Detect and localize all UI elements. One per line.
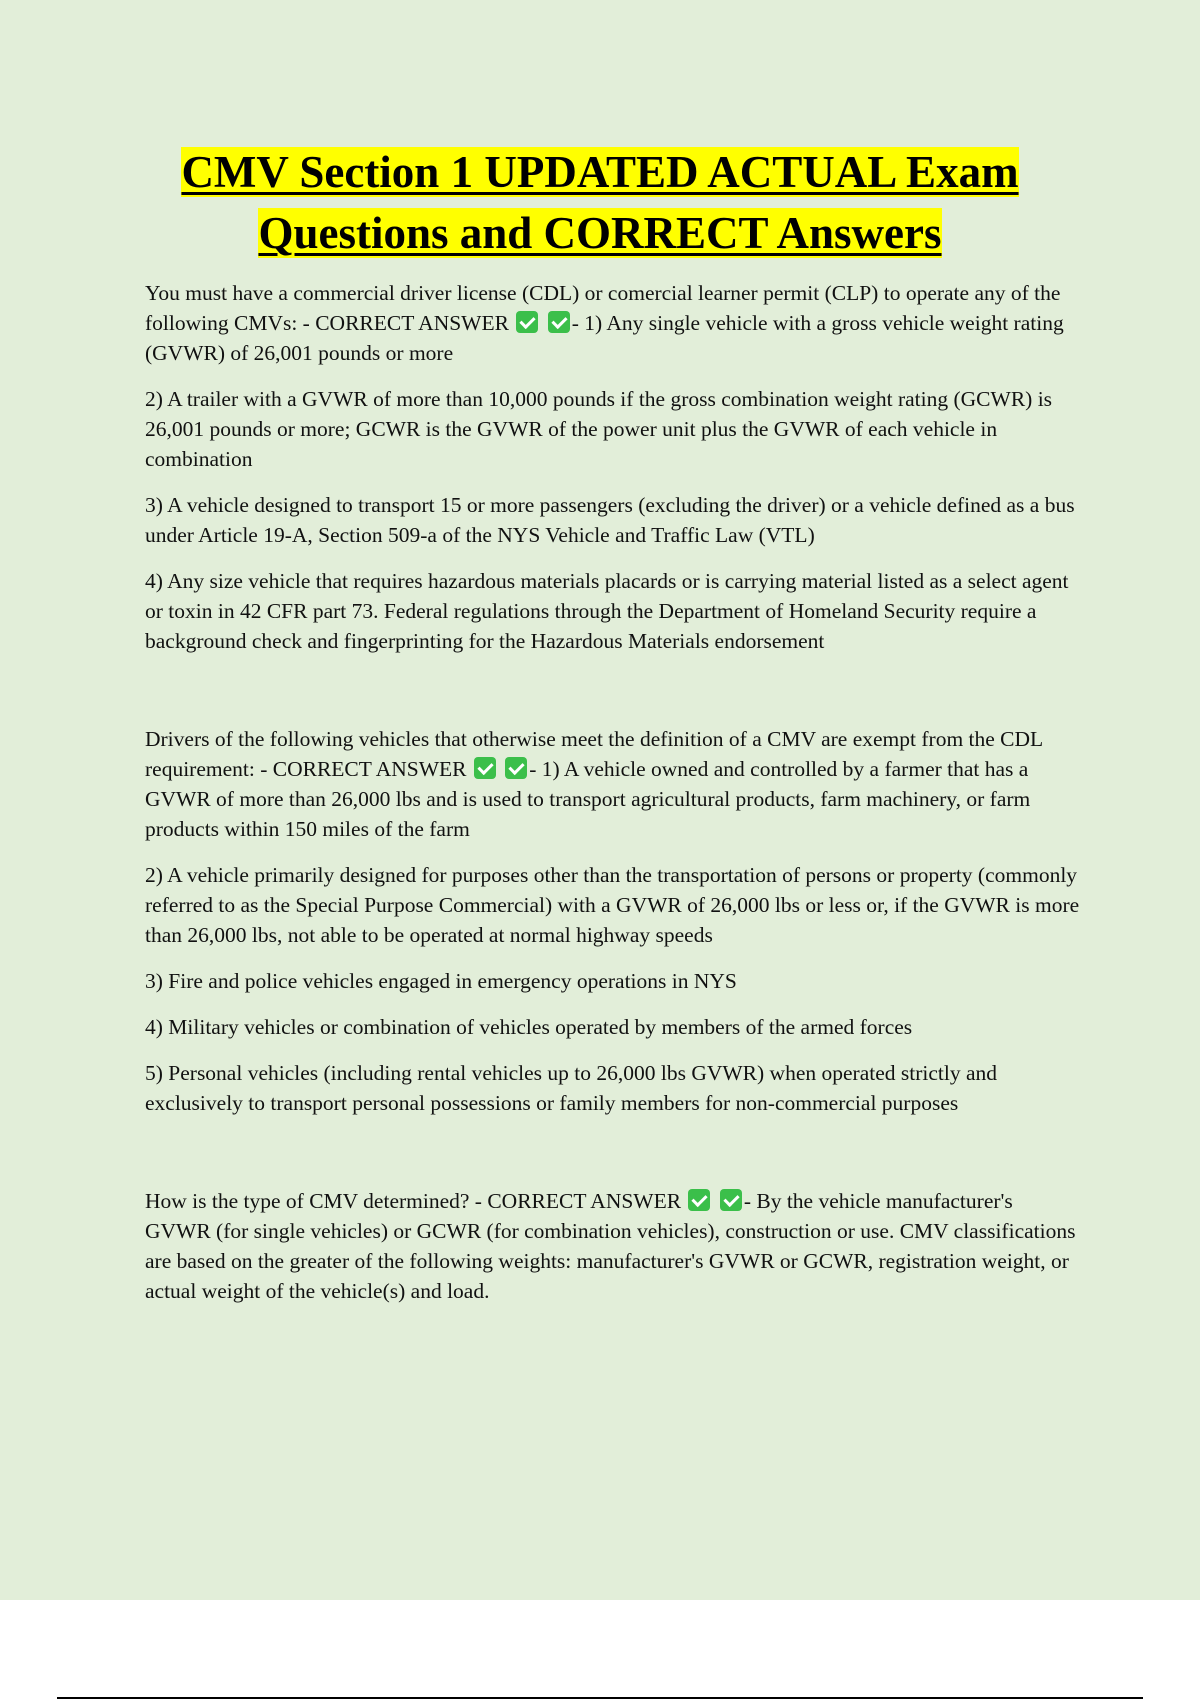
qa-1-answer-lead: - 1) Any single vehicle with a gross vehicle weight rating (GVWR) of 26,001 pounds or more bbox=[145, 311, 1064, 365]
qa-2-item-3: 3) Fire and police vehicles engaged in emergency operations in NYS bbox=[145, 969, 737, 993]
footer-divider bbox=[57, 1697, 1143, 1699]
qa-3-question bbox=[145, 1186, 1080, 1306]
qa-2-question-text: Drivers of the following vehicles that otherwise meet the definition of a CMV are exempt from the CDL requirement: - CORRECT ANSWER bbox=[145, 727, 1043, 781]
qa-2-item-4: 4) Military vehicles or combination of vehicles operated by members of the armed forces bbox=[145, 1015, 913, 1039]
qa-1-item-4: 4) Any size vehicle that requires hazardous materials placards or is carrying material listed as a select agent or toxin in 42 CFR part 73. Federal regulations through the Department of Homeland Security require a background check and fingerprinting for the Hazardous Materials endorsement bbox=[145, 569, 1069, 653]
qa-3-question-text: How is the type of CMV determined? - CORRECT ANSWER bbox=[145, 1189, 682, 1213]
qa-2-question bbox=[145, 724, 1080, 844]
check-mark-icon bbox=[516, 311, 538, 333]
qa-1-question bbox=[145, 278, 1080, 368]
qa-3-answer-lead: - By the vehicle manufacturer's GVWR (for single vehicles) or GCWR (for combination vehicles), construction or use. CMV classifications are based on the greater of the following weights: manufacturer's GVWR or GCWR, registration weight, or actual weight of the vehicle(s) and load. bbox=[145, 1189, 1076, 1303]
document-title-text: CMV Section 1 UPDATED ACTUAL Exam Questions and CORRECT Answers bbox=[181, 147, 1019, 258]
qa-2-item-2: 2) A vehicle primarily designed for purposes other than the transportation of persons or property (commonly referred to as the Special Purpose Commercial) with a GVWR of 26,000 lbs or less or, if the GVWR is more than 26,000 lbs, not able to be operated at normal highway speeds bbox=[145, 863, 1080, 947]
qa-2-answer-lead: - 1) A vehicle owned and controlled by a farmer that has a GVWR of more than 26,000 lbs and is used to transport agricultural products, farm machinery, or farm products within 150 miles of the farm bbox=[145, 757, 1031, 841]
check-mark-icon bbox=[474, 757, 496, 779]
check-mark-icon bbox=[688, 1189, 710, 1211]
check-mark-icon bbox=[548, 311, 570, 333]
document-body bbox=[145, 278, 1080, 1322]
qa-2-item-5: 5) Personal vehicles (including rental vehicles up to 26,000 lbs GVWR) when operated strictly and exclusively to transport personal possessions or family members for non-commercial purposes bbox=[145, 1061, 998, 1115]
check-mark-icon bbox=[505, 757, 527, 779]
check-mark-icon bbox=[720, 1189, 742, 1211]
document-title bbox=[100, 142, 1100, 264]
qa-1-item-3: 3) A vehicle designed to transport 15 or more passengers (excluding the driver) or a vehicle defined as a bus under Article 19-A, Section 509-a of the NYS Vehicle and Traffic Law (VTL) bbox=[145, 493, 1075, 547]
qa-1-question-text: You must have a commercial driver license (CDL) or comercial learner permit (CLP) to operate any of the following CMVs: - CORRECT ANSWER bbox=[145, 281, 1061, 335]
qa-1-item-2: 2) A trailer with a GVWR of more than 10,000 pounds if the gross combination weight rating (GCWR) is 26,001 pounds or more; GCWR is the GVWR of the power unit plus the GVWR of each vehicle in combination bbox=[145, 387, 1053, 471]
